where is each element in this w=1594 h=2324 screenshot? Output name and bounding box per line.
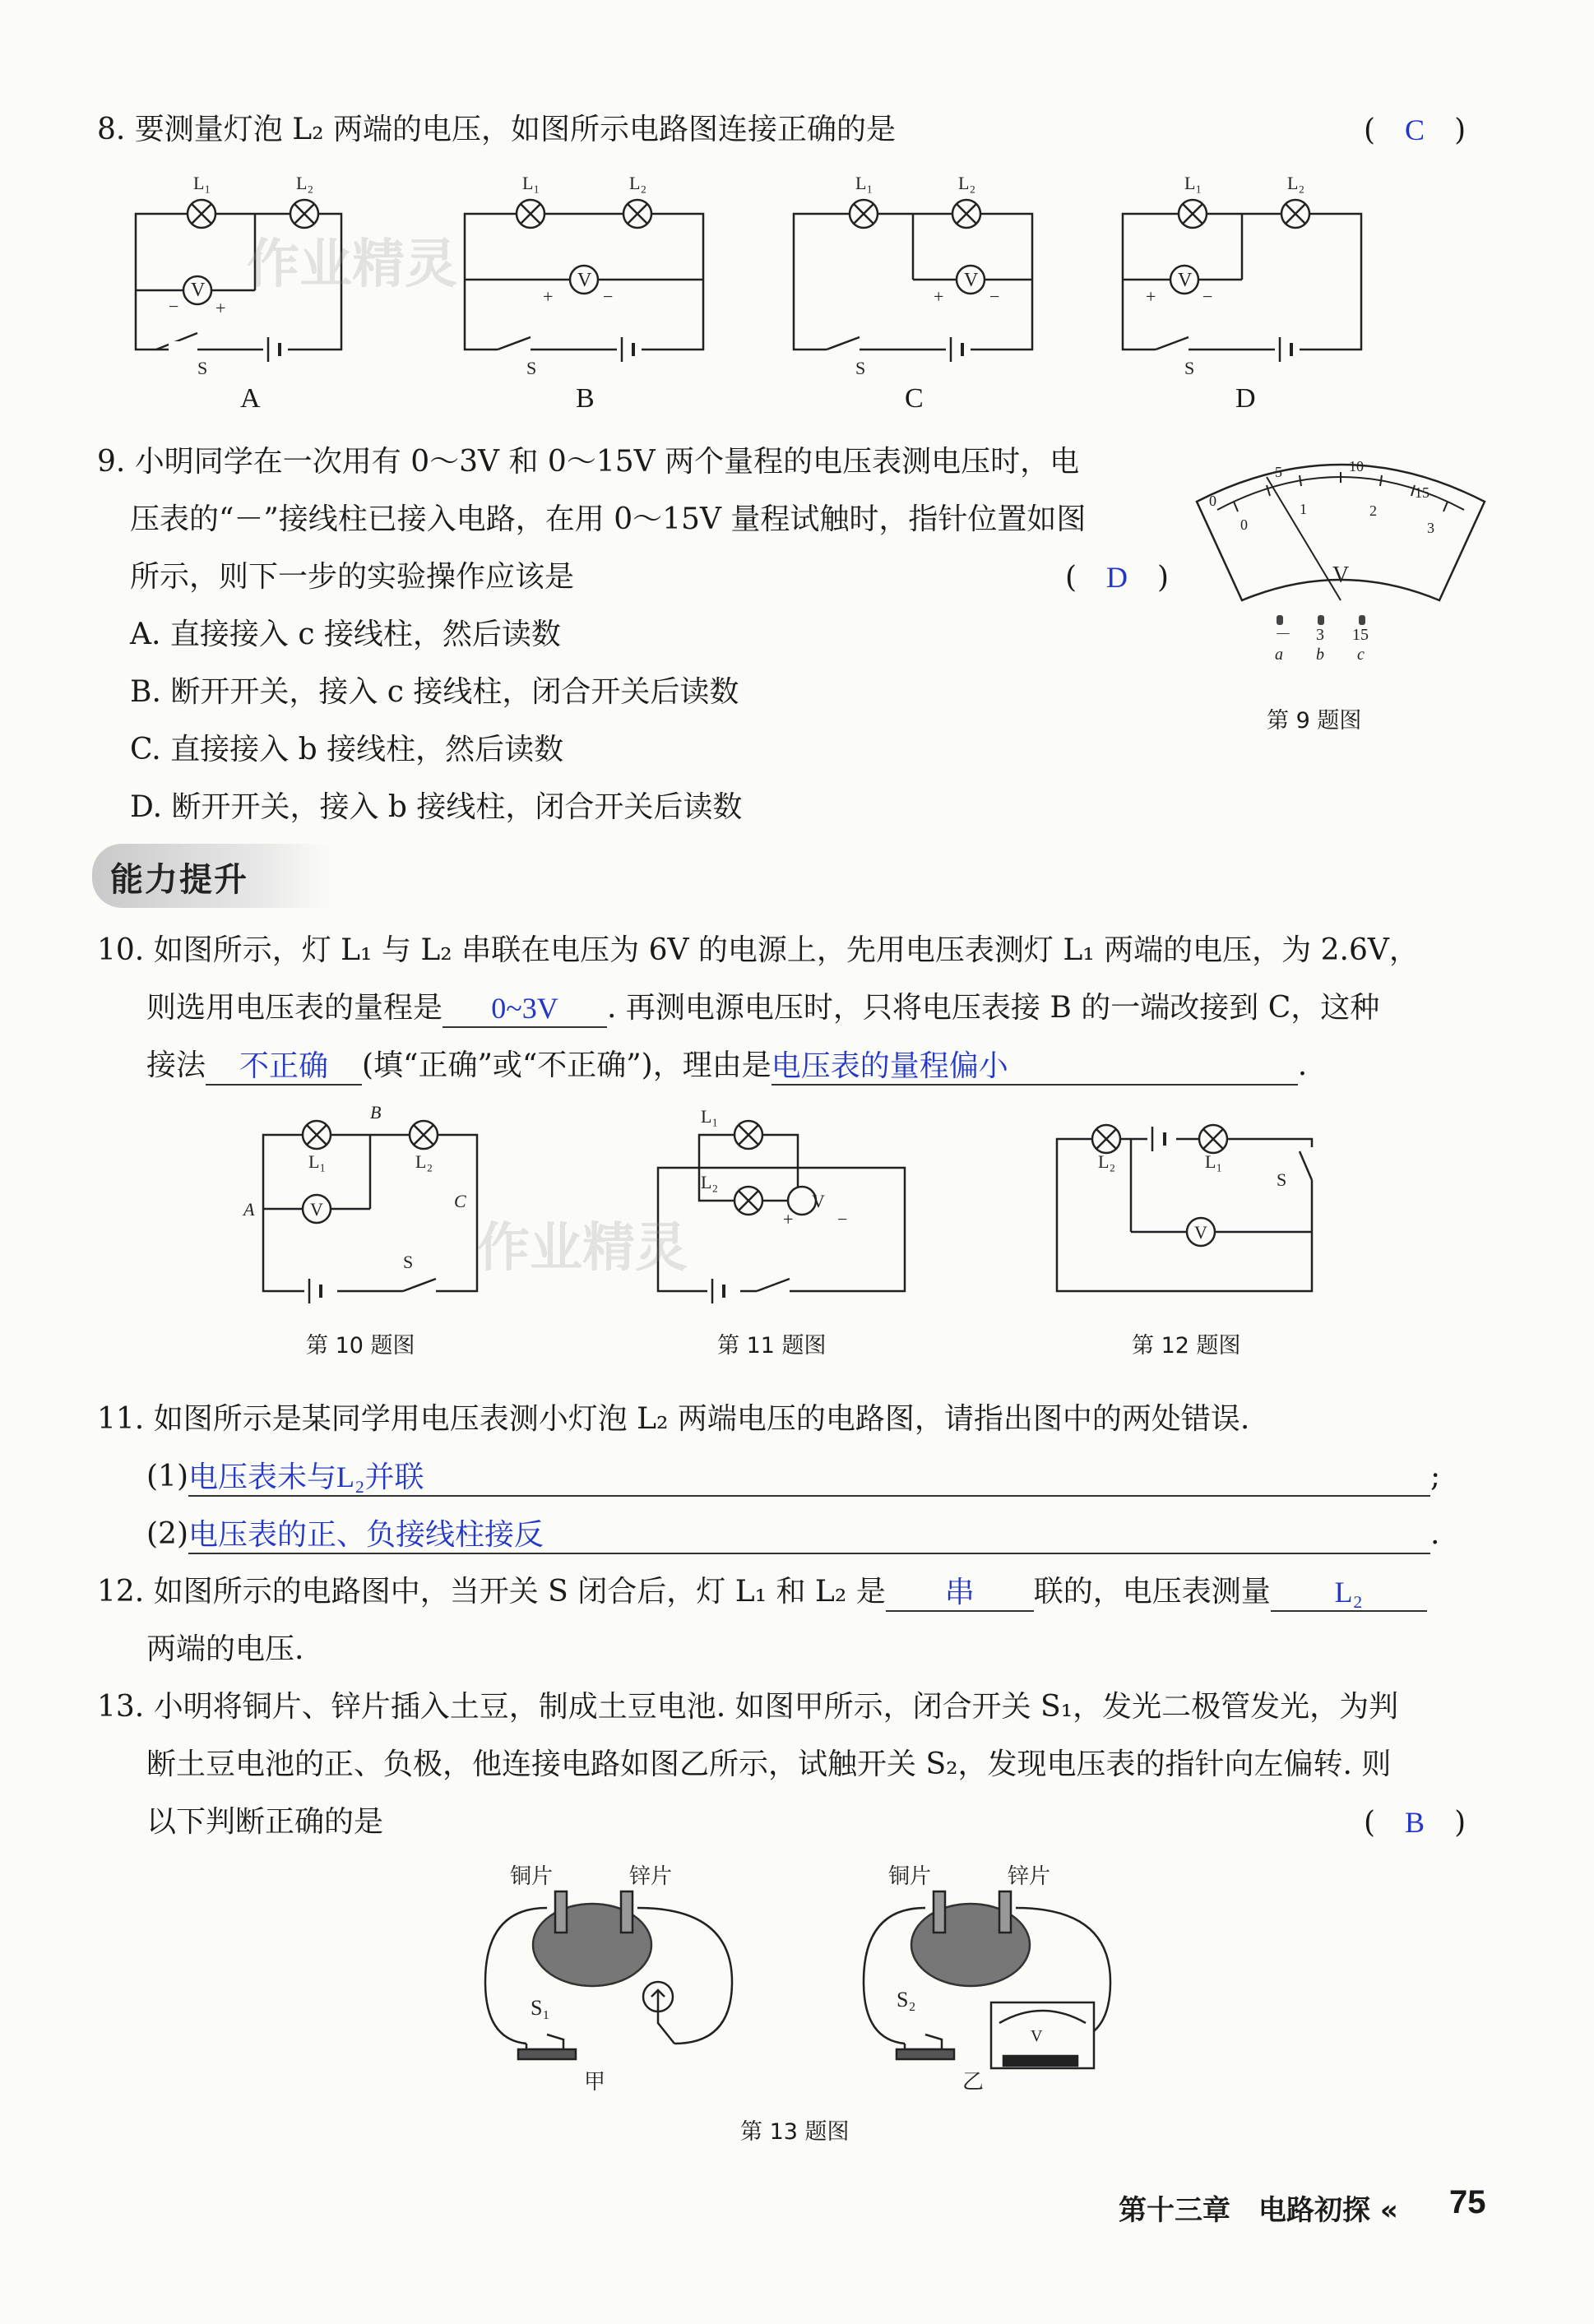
q11-end1: ; [1430, 1460, 1441, 1493]
q10-answer-3: 电压表的量程偏小 [772, 1046, 1298, 1086]
option-label-d: D [1235, 383, 1256, 414]
scale-lower-2: 2 [1369, 502, 1377, 519]
label-l1: L₁ [1184, 173, 1202, 193]
label-zinc: 锌片 [1008, 1864, 1051, 1888]
q9-answer-paren: ( D ) [1065, 561, 1170, 595]
watermark: 作业精灵 [477, 1218, 688, 1279]
scale-lower-1: 1 [1300, 501, 1307, 517]
label-a: A [243, 1199, 255, 1220]
scale-lower-0: 0 [1240, 516, 1248, 533]
q8-text: 8. 要测量灯泡 L₂ 两端的电压，如图所示电路图连接正确的是 [97, 113, 897, 146]
label-l1: L₁ [193, 173, 211, 193]
label-l2: L₂ [296, 173, 314, 193]
fig-10-11-12 [239, 1102, 1341, 1316]
label-l1: L₁ [1205, 1151, 1223, 1172]
circuit-d [1123, 200, 1361, 362]
q10-line-2 [146, 988, 1379, 1028]
q9-answer: D [1106, 561, 1128, 594]
fig12-circuit [1057, 1125, 1324, 1291]
label-s: S [197, 358, 208, 378]
label-l2: L₂ [1287, 173, 1305, 193]
q11-line-1 [146, 1457, 1440, 1497]
q11-line-2 [146, 1515, 1439, 1554]
label-plus: + [543, 286, 554, 307]
q9-choice-a: A. 直接接入 c 接线柱，然后读数 [130, 618, 561, 651]
label-s: S [855, 358, 866, 378]
label-minus: − [837, 1209, 848, 1229]
q12-line-1 [97, 1572, 1427, 1612]
label-v: V [1178, 270, 1193, 291]
label-minus: − [603, 286, 614, 307]
q11-text: 11. 如图所示是某同学用电压表测小灯泡 L₂ 两端电压的电路图，请指出图中的两处错误. [97, 1402, 1250, 1436]
q10-answer-1: 0~3V [443, 988, 607, 1028]
q9-choice-d: D. 断开开关，接入 b 接线柱，闭合开关后读数 [130, 790, 743, 824]
section-title: 能力提升 [110, 861, 248, 899]
q11-p2: (2) [146, 1517, 188, 1551]
q10-answer-2: 不正确 [206, 1046, 362, 1086]
q10-line-2-post: . 再测电源电压时，只将电压表接 B 的一端改接到 C，这种 [607, 991, 1380, 1025]
voltmeter-figure [1184, 444, 1497, 683]
q13-answer: B [1405, 1806, 1425, 1839]
label-minus: − [1202, 286, 1213, 307]
terminal-value-c: 15 [1352, 626, 1369, 644]
section-heading [92, 844, 331, 908]
fig12-caption: 第 12 题图 [1132, 1333, 1241, 1359]
label-minus: − [989, 286, 1000, 307]
label-plus: + [215, 298, 226, 318]
q12-pre: 12. 如图所示的电路图中，当开关 S 闭合后，灯 L₁ 和 L₂ 是 [97, 1575, 886, 1609]
fig13-jia [485, 1891, 732, 2059]
option-label-b: B [576, 383, 595, 414]
terminal-letter-b: b [1316, 646, 1324, 664]
label-yi: 乙 [962, 2070, 985, 2094]
q12-line-2: 两端的电压. [146, 1632, 304, 1666]
fig10-circuit [263, 1121, 477, 1303]
chapter-footer: 第十三章 电路初探 « [1119, 2194, 1398, 2227]
label-l1: L₁ [522, 173, 540, 193]
label-s1: S₁ [531, 1996, 550, 2020]
q11-p1: (1) [146, 1460, 188, 1493]
scale-lower-3: 3 [1427, 520, 1434, 536]
q12-mid: 联的，电压表测量 [1033, 1575, 1271, 1609]
terminal-value-b: 3 [1316, 626, 1324, 644]
fig13-potato-circuits [461, 1859, 1135, 2105]
label-plus: + [1146, 286, 1156, 307]
label-zinc: 锌片 [629, 1864, 673, 1888]
meter-unit: V [1332, 562, 1350, 588]
label-c: C [454, 1191, 466, 1211]
label-l2: L₂ [1098, 1151, 1116, 1172]
q13-answer-paren: ( B ) [1364, 1806, 1467, 1840]
terminal-letter-c: c [1357, 646, 1365, 664]
fig13-yi [864, 1891, 1110, 2068]
q13-line-1: 13. 小明将铜片、锌片插入土豆，制成土豆电池. 如图甲所示，闭合开关 S₁，发光二极管发光，为判 [97, 1690, 1399, 1724]
terminal-b [1318, 615, 1324, 625]
q11-end2: . [1430, 1517, 1440, 1551]
label-plus: + [783, 1209, 794, 1229]
q10-line-2-pre: 则选用电压表的量程是 [146, 991, 443, 1025]
scale-upper-15: 15 [1415, 484, 1430, 501]
fig9-caption: 第 9 题图 [1267, 708, 1362, 734]
label-s: S [1277, 1169, 1287, 1190]
page-number: 75 [1449, 2184, 1486, 2220]
label-jia: 甲 [584, 2070, 606, 2094]
label-b: B [370, 1102, 382, 1123]
label-plus: + [934, 286, 944, 307]
label-l2: L₂ [701, 1172, 719, 1192]
q9-line-3: 所示，则下一步的实验操作应该是 [130, 560, 575, 594]
q10-line-1: 10. 如图所示，灯 L₁ 与 L₂ 串联在电压为 6V 的电源上，先用电压表测灯 L₁ 两端的电压，为 2.6V， [97, 933, 1419, 967]
label-v: V [964, 270, 979, 291]
q10-line-3-mid: (填“正确”或“不正确”)，理由是 [362, 1049, 772, 1082]
fig11-circuit [658, 1121, 905, 1303]
terminal-value-a: － [1275, 626, 1291, 644]
q9-line-1: 9. 小明同学在一次用有 0～3V 和 0～15V 两个量程的电压表测电压时，电 [97, 445, 1080, 479]
label-v: V [1194, 1222, 1207, 1243]
label-s: S [526, 358, 537, 378]
watermark: 作业精灵 [247, 234, 457, 295]
option-label-a: A [240, 383, 261, 414]
label-l2: L₂ [415, 1151, 433, 1172]
label-copper: 铜片 [510, 1864, 554, 1888]
label-l1: L₁ [855, 173, 873, 193]
label-v: V [577, 270, 592, 291]
q9-line-2: 压表的“－”接线柱已接入电路，在用 0～15V 量程试触时，指针位置如图 [130, 502, 1087, 536]
q10-line-3-post: . [1297, 1049, 1308, 1082]
label-copper: 铜片 [888, 1864, 932, 1888]
label-v: V [191, 280, 206, 301]
terminal-c [1359, 615, 1365, 625]
label-s2: S₂ [897, 1988, 916, 2012]
scale-upper-10: 10 [1349, 458, 1364, 475]
scale-upper-5: 5 [1275, 464, 1282, 480]
q11-answer-1: 电压表未与L₂并联 [188, 1457, 1430, 1497]
q13-line-2: 断土豆电池的正、负极，他连接电路如图乙所示，试触开关 S₂，发现电压表的指针向左偏转. 则 [146, 1748, 1392, 1781]
label-v: V [812, 1191, 825, 1211]
label-v: V [1031, 2027, 1043, 2045]
label-minus: − [169, 296, 179, 317]
scale-upper-0: 0 [1209, 493, 1216, 509]
q11-answer-2: 电压表的正、负接线柱接反 [188, 1515, 1430, 1554]
q8-answer: C [1405, 113, 1425, 146]
label-l2: L₂ [629, 173, 647, 193]
q10-line-3-pre: 接法 [146, 1049, 206, 1082]
q12-answer-2: L₂ [1271, 1572, 1427, 1612]
label-l1: L₁ [701, 1106, 719, 1127]
q8-answer-paren: ( C ) [1364, 113, 1467, 147]
terminal-a [1277, 615, 1283, 625]
fig13-caption: 第 13 题图 [740, 2119, 850, 2145]
q9-choice-c: C. 直接接入 b 接线柱，然后读数 [130, 733, 564, 766]
q13-line-3: 以下判断正确的是 [146, 1805, 384, 1839]
q9-choice-b: B. 断开开关，接入 c 接线柱，闭合开关后读数 [130, 675, 739, 709]
option-label-c: C [905, 383, 924, 414]
q12-answer-1: 串 [886, 1572, 1034, 1612]
label-l2: L₂ [958, 173, 976, 193]
label-s: S [403, 1252, 414, 1272]
fig11-caption: 第 11 题图 [717, 1333, 827, 1359]
label-s: S [1184, 358, 1195, 378]
fig10-caption: 第 10 题图 [306, 1333, 415, 1359]
label-v: V [310, 1199, 323, 1220]
q10-line-3 [146, 1046, 1307, 1086]
label-l1: L₁ [308, 1151, 327, 1172]
circuit-c [794, 200, 1032, 362]
terminal-letter-a: a [1275, 646, 1283, 664]
